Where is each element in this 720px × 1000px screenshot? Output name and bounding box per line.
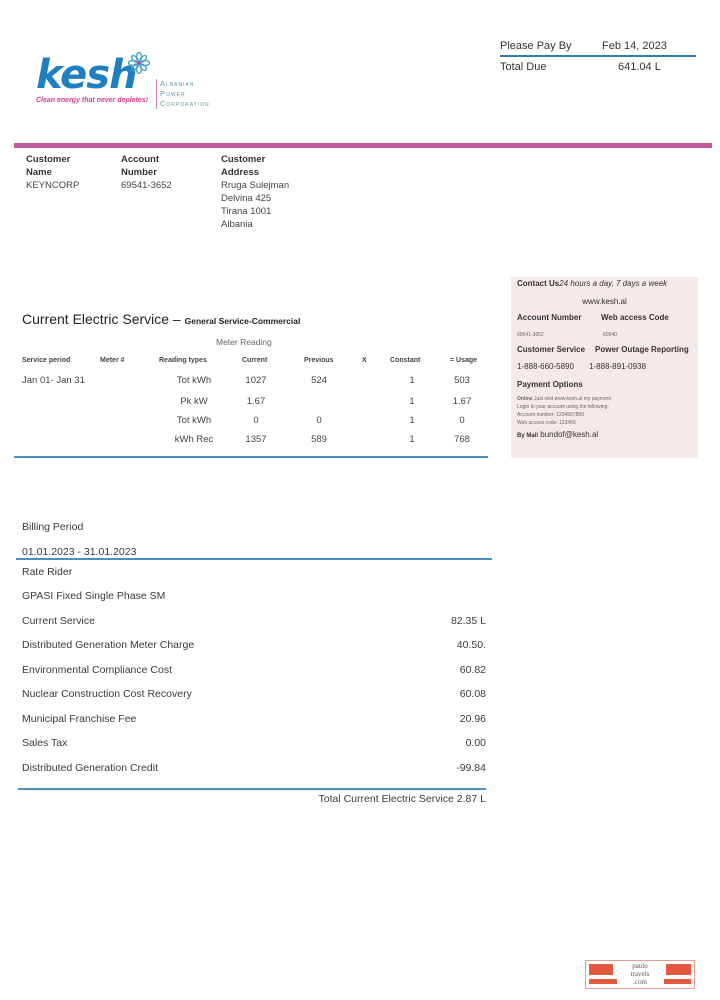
service-subtitle: General Service-Commercial [184,316,301,326]
logo-wordmark: kesh [36,52,137,98]
table-divider [14,456,488,458]
address-line: Rruga Sulejman [221,180,290,191]
pay-by-row [500,38,696,54]
customer-address-block: Customer Address Rruga Sulejman Delvina 425 Tirana 1001 Albania [221,154,290,230]
web-access-label: Web access Code [601,313,669,322]
outage-phone[interactable]: 1-888-891-0938 [589,362,646,371]
payment-options-label: Payment Options [517,380,583,389]
flower-icon [128,52,150,74]
table-row: Pk kW 1.67 1 1.67 [180,396,472,407]
account-number-label: Account Number [517,313,582,322]
total-due-label: Total Due [500,61,547,73]
divider [500,55,696,57]
contact-us-line: Contact Us24 hours a day, 7 days a week [517,279,668,288]
kesh-logo [36,52,246,115]
customer-name-block: Customer Name KEYNCORP [26,154,80,191]
payment-due-box [500,38,696,75]
address-line: Delvina 425 [221,193,272,204]
pay-by-label: Please Pay By [500,40,572,52]
contact-box: Contact Us24 hours a day, 7 days a week www.kesh.al Account Number Web access Code 69541-3652 60940 Customer Service Power Outage Reporting 1-888-660-5890 1-888-891-0938 Payment Options Online Just visit www.kesh.al my payment Login to your account using the following: Account number: 1234567890 Web access code: 123456 By Mail bundof@kesh.al [511,277,698,458]
website-link[interactable]: www.kesh.al [582,297,627,306]
charge-row: Distributed Generation Meter Charge 40.50. [22,639,486,652]
header-divider [14,143,712,148]
charge-row: Environmental Compliance Cost 60.82 [22,663,486,676]
customer-name: KEYNCORP [26,180,80,191]
charge-row: Nuclear Construction Cost Recovery 60.08 [22,688,486,701]
plan-label: GPASI Fixed Single Phase SM [22,590,166,603]
charge-row: Municipal Franchise Fee 20.96 [22,712,486,725]
customer-service-label: Customer Service [517,345,586,354]
rate-rider-label: Rate Rider [22,566,73,578]
watermark-text: paulo travels .com [630,962,650,986]
logo-tagline: Clean energy that never depletes! [36,97,149,104]
total-due-amount: 641.04 L [618,61,661,73]
logo-corporation-name: Albanian Power Corporation [160,79,210,108]
account-number-value: 69541-3652 [517,332,544,338]
charge-row: Distributed Generation Credit -99.84 [22,761,486,774]
charge-row: Current Service 82.35 L [22,614,486,627]
online-payment-line: Online Just visit www.kesh.al my payment [517,396,611,402]
meter-reading-caption: Meter Reading [216,337,272,347]
service-title: Current Electric Service – General Service-Commercial [22,311,301,327]
table-row: kWh Rec 1357 589 1 768 [174,434,470,445]
billing-summary [22,515,486,780]
outage-label: Power Outage Reporting [595,345,689,354]
pay-by-date: Feb 14, 2023 [602,40,667,52]
table-header: Service period Meter # Reading types Current Previous X Constant = Usage [22,357,478,364]
total-due-row [500,59,696,75]
watermark-badge [585,960,695,989]
table-row: Jan 01- Jan 31 Tot kWh 1027 524 1 503 [22,375,470,386]
account-number-block: Account Number 69541-3652 [121,154,172,191]
meter-reading-table [14,357,488,447]
charge-row: Sales Tax 0.00 [22,737,486,750]
account-number: 69541-3652 [121,180,172,191]
billing-period-label: Billing Period [22,521,84,534]
address-line: Tirana 1001 [221,206,272,217]
customer-service-phone[interactable]: 1-888-660-5890 [517,362,574,371]
mail-email[interactable]: bundof@kesh.al [540,430,599,439]
mail-payment-line: By Mail bundof@kesh.al [517,430,599,439]
table-row: Tot kWh 0 0 1 0 [176,415,465,426]
logo-divider [156,79,157,109]
billing-period-value: 01.01.2023 - 31.01.2023 [22,545,137,558]
total-current-service: Total Current Electric Service 2.87 L [318,793,486,805]
web-access-value: 60940 [603,332,617,338]
address-line: Albania [221,219,253,230]
divider [18,788,486,790]
